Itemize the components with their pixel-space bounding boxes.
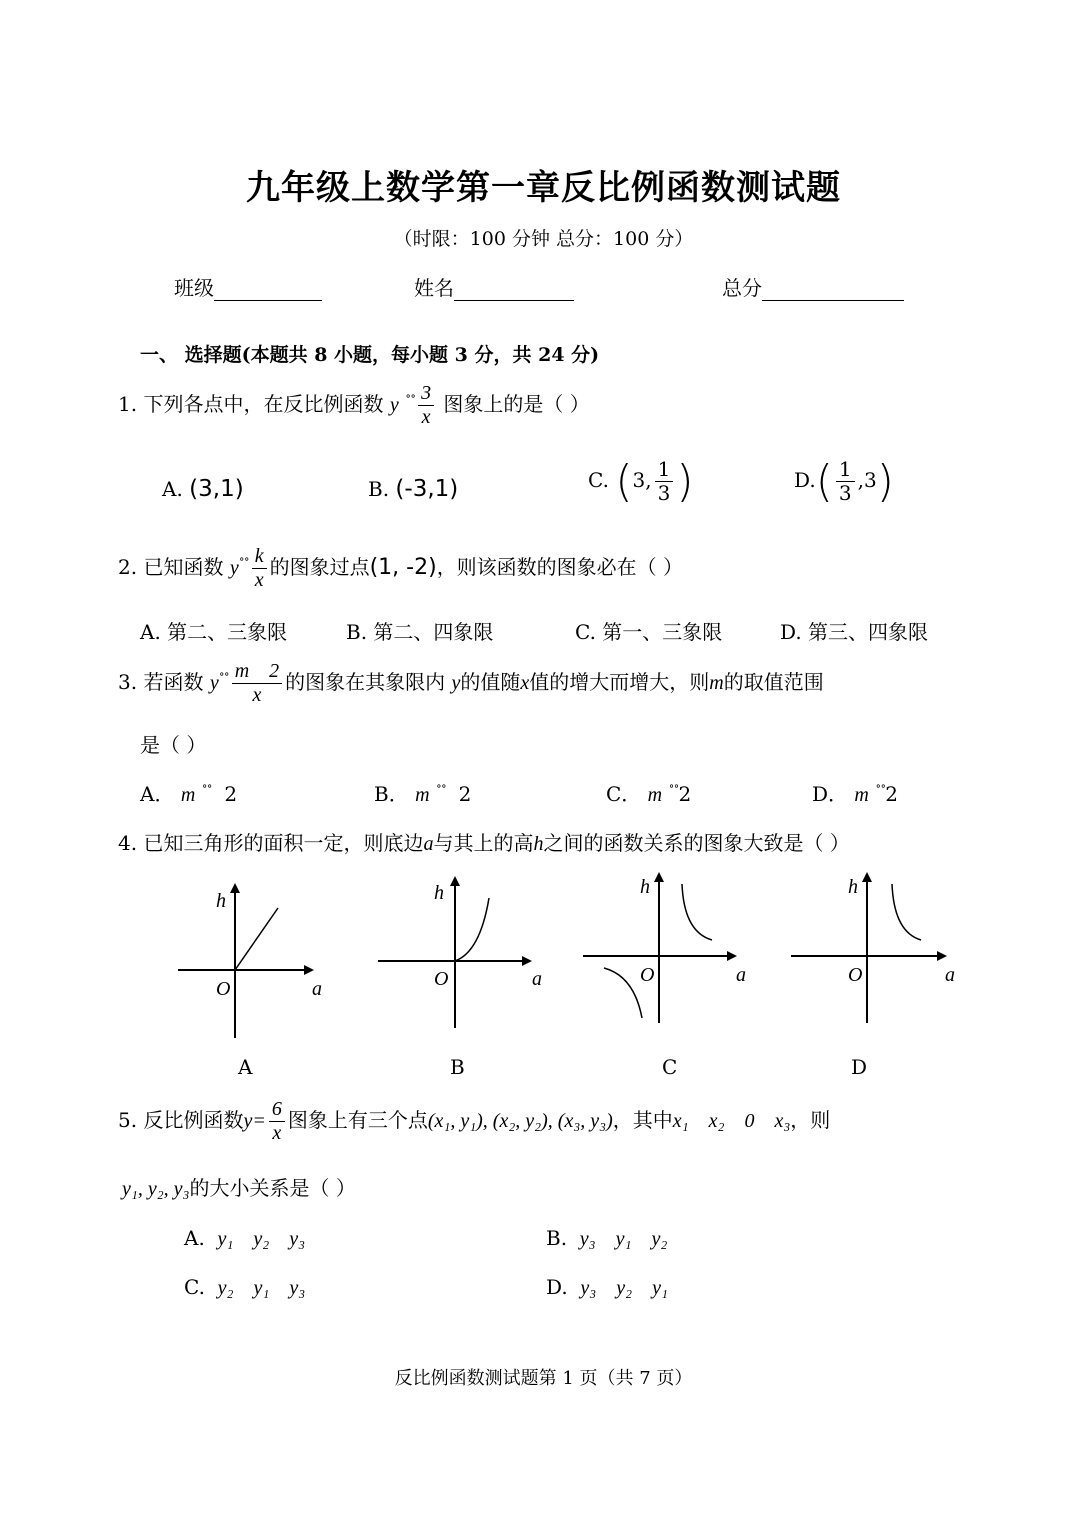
equal-sign-glyph: ˚˚ [405,394,416,408]
left-paren: ( [615,456,633,507]
q3-tail3: 值的增大而增大，则 [529,670,710,694]
q3-fraction: $\frac{m 2}{x}$ [232,660,282,707]
q5-mid: 图象上有三个点 [287,1108,428,1132]
q2-lead: 2. 已知函数 [118,555,224,579]
q3-option-b[interactable] [374,778,471,807]
graph-c[interactable] [583,874,735,1023]
q4-a: a [423,833,434,855]
graph-d-h-label: h [848,876,858,898]
class-blank[interactable] [214,278,322,301]
q1-opt-b-value: (-3,1) [395,476,459,502]
graph-c-curve-q1 [682,884,712,940]
q1-opt-d-b: ,3 [857,468,877,492]
q1-option-b[interactable] [368,476,458,502]
graph-a-a-label: a [312,978,322,1000]
q5-opt-c-label: C. [184,1275,205,1299]
q5-line2-vars: y₁, y₂, y₃ [122,1178,190,1200]
right-paren: ) [876,456,894,507]
q5-tail: ，其中 [612,1108,673,1132]
score-blank[interactable] [762,278,904,301]
q1-option-c[interactable] [588,456,693,507]
graph-b-a-label: a [532,968,542,990]
graph-d-caption: D [851,1055,868,1079]
graph-a-caption: A [238,1055,253,1079]
graph-b-h-label: h [434,882,444,904]
q2-fraction: $\frac{k}{x}$ [252,545,267,592]
relation-glyph: ˚˚ [435,784,446,798]
q5-line2-text: 的大小关系是（ ） [189,1176,356,1200]
q5-option-a[interactable] [184,1226,305,1251]
graph-c-caption: C [662,1055,678,1079]
q3-xv: x [520,672,530,694]
page-footer: 反比例函数测试题第 1 页（共 7 页） [394,1368,693,1389]
question-3 [118,660,824,707]
graph-c-a-label: a [736,964,746,986]
score-label: 总分 [722,276,762,300]
q5-option-d[interactable] [546,1275,668,1300]
right-paren: ) [676,456,694,507]
q2-tail: ，则该函数的图象必在（ ） [436,555,684,579]
graph-a-o-label: O [216,978,231,1000]
q1-opt-b-label: B. [368,477,390,501]
q1-opt-d-fraction: $\frac{1}{3}$ [836,458,855,505]
q5-lead: 5. 反比例函数 [118,1108,244,1132]
q1-option-d[interactable] [794,456,894,507]
graph-d-a-label: a [945,964,955,986]
q1-opt-c-fraction: $\frac{1}{3}$ [655,458,674,505]
q3-line2: 是（ ） [140,733,207,757]
q2-point: (1, -2) [369,555,437,580]
q1-tail: 图象上的是（ ） [443,392,590,416]
score-field[interactable] [722,272,904,301]
graph-b[interactable] [378,878,530,1028]
graph-c-curve-q3 [604,968,642,1018]
equal-sign-glyph: ˚˚ [238,557,249,571]
graph-b-caption: B [450,1055,465,1079]
q4-graphs [0,860,1087,1090]
q5-opt-d-label: D. [546,1275,568,1299]
q3-lead: 3. 若函数 [118,670,204,694]
q2-option-a[interactable]: A. 第二、三象限 [140,620,288,644]
q3-tail2: 的值随 [460,670,521,694]
class-field[interactable] [174,272,322,301]
q3-opt-a-m: m [180,784,196,806]
q5-opt-b-label: B. [546,1226,568,1250]
q5-condition: x₁ x₂ 0 x₃ [672,1110,791,1132]
graph-d-o-label: O [848,964,863,986]
q1-opt-c-a: 3, [632,468,652,492]
q3-option-a[interactable] [140,778,237,807]
graph-a[interactable] [178,885,312,1038]
q4-text3: 之间的函数关系的图象大致是（ ） [543,831,850,855]
q3-opt-d-2: 2 [885,782,898,806]
left-paren: ( [815,456,833,507]
q3-opt-c-2: 2 [678,782,692,806]
question-1 [118,382,590,429]
graph-d-curve [892,884,921,940]
q2-y: y [229,557,239,579]
q3-opt-d-label: D． [812,782,849,806]
q3-opt-c-m: m [647,784,663,806]
q5-line2 [122,1172,356,1201]
question-5 [118,1098,830,1145]
name-blank[interactable] [454,278,574,301]
q5-option-c[interactable] [184,1275,305,1300]
q2-option-b[interactable]: B. 第二、四象限 [346,620,494,644]
graph-a-h-label: h [216,890,226,912]
q5-opt-a-expr: y₁ y₂ y₃ [217,1228,306,1250]
q1-opt-d-label: D. [794,468,816,492]
q2-option-c[interactable]: C. 第一、三象限 [575,620,723,644]
name-field[interactable] [414,272,574,301]
q1-option-a[interactable] [162,476,244,502]
q1-lead: 1. 下列各点中，在反比例函数 [118,392,384,416]
q5-yeq: y= [243,1110,266,1132]
section-heading: 一、 选择题(本题共 8 小题，每小题 3 分，共 24 分) [140,344,600,366]
name-label: 姓名 [414,276,454,300]
q3-opt-b-label: B． [374,782,409,806]
question-2 [118,545,683,592]
q1-opt-a-value: (3,1) [189,476,244,502]
q3-yv: y [451,672,461,694]
q5-opt-c-expr: y₂ y₁ y₃ [217,1277,306,1299]
relation-glyph: ˚˚ [201,784,212,798]
q3-opt-c-label: C． [606,782,642,806]
q2-option-d[interactable]: D. 第三、四象限 [780,620,929,644]
q4-text1: 4. 已知三角形的面积一定，则底边 [118,831,424,855]
subtitle: （时限：100 分钟 总分：100 分） [393,228,694,250]
question-4 [118,827,850,856]
q5-points: (x₁, y₁), (x₂, y₂), (x₃, y₃) [427,1110,613,1132]
graph-b-curve [455,898,489,961]
q5-opt-d-expr: y₃ y₂ y₁ [580,1277,668,1299]
q1-y: y [389,394,399,416]
q3-mv: m [709,672,724,694]
q3-y: y [209,672,219,694]
q3-tail1: 的图象在其象限内 [285,670,446,694]
q2-mid: 的图象过点 [269,555,370,579]
q5-opt-a-label: A. [184,1226,205,1250]
equal-sign-glyph: ˚˚ [218,672,229,686]
q3-opt-a-2: 2 [224,782,238,806]
q3-option-c[interactable] [606,778,691,807]
q5-tail2: ，则 [790,1108,831,1132]
graph-b-o-label: O [434,968,449,990]
q3-opt-a-label: A． [140,782,175,806]
q1-opt-c-label: C. [588,468,609,492]
q1-fraction: $\frac{3}{x}$ [418,382,434,429]
q1-opt-a-label: A. [162,477,183,501]
graph-c-o-label: O [640,964,655,986]
q3-opt-b-m: m [415,784,430,806]
relation-glyph: ˚˚ [875,784,886,798]
q3-option-d[interactable] [812,778,898,807]
q5-opt-b-expr: y₃ y₁ y₂ [579,1228,668,1250]
class-label: 班级 [174,276,214,300]
q5-fraction: $\frac{6}{x}$ [269,1098,285,1145]
q4-text2: 与其上的高 [433,831,534,855]
relation-glyph: ˚˚ [668,784,679,798]
q3-opt-b-2: 2 [458,782,472,806]
graph-c-h-label: h [640,876,650,898]
graph-d[interactable] [791,874,945,1023]
q5-option-b[interactable] [546,1226,667,1251]
graph-a-curve [235,908,278,970]
q4-h: h [533,833,544,855]
page-title: 九年级上数学第一章反比例函数测试题 [246,168,841,208]
q3-opt-d-m: m [854,784,869,806]
q3-tail4: 的取值范围 [723,670,824,694]
